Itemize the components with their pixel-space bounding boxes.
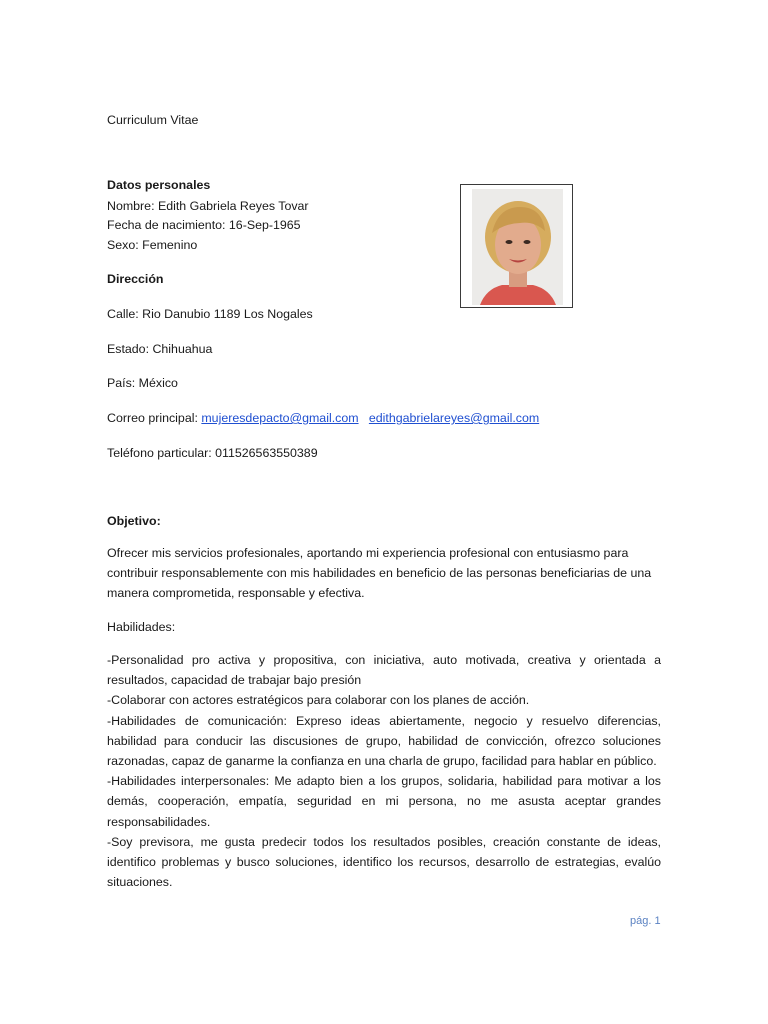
skill-item: -Personalidad pro activa y propositiva, con iniciativa, auto motivada, creativa y orientada a resultados, capacidad de trabajar bajo presión	[107, 653, 661, 688]
phone: Teléfono particular: 011526563550389	[107, 446, 318, 460]
doc-title: Curriculum Vitae	[107, 113, 199, 127]
skill-item: -Habilidades de comunicación: Expreso ideas abiertamente, negocio y resuelvo diferencias, habilidad para conducir las discusiones de grupo, habilidad de convicción, ofrezco soluciones razonadas, capaz de ganarme la confianza en una charla de grupo, facilidad para hablar en público.	[107, 713, 661, 769]
profile-photo	[472, 189, 563, 305]
email-row	[107, 409, 539, 427]
email-link-primary[interactable]: mujeresdepacto@gmail.com	[201, 411, 359, 425]
objective-heading: Objetivo:	[107, 514, 161, 528]
personal-heading: Datos personales	[107, 178, 211, 192]
address-street: Calle: Rio Danubio 1189 Los Nogales	[107, 307, 313, 321]
personal-birth: Fecha de nacimiento: 16-Sep-1965	[107, 218, 301, 232]
email-link-secondary[interactable]: edithgabrielareyes@gmail.com	[368, 411, 540, 425]
skill-item: -Habilidades interpersonales: Me adapto bien a los grupos, solidaria, habilidad para motivar a los demás, cooperación, empatía, seguridad en mi persona, no me asusta aceptar grandes responsabilidades.	[107, 774, 661, 829]
skills-heading: Habilidades:	[107, 620, 176, 634]
personal-name: Nombre: Edith Gabriela Reyes Tovar	[107, 199, 309, 213]
profile-photo-frame	[460, 184, 573, 308]
skill-item: -Colaborar con actores estratégicos para colaborar con los planes de acción.	[107, 693, 530, 708]
address-heading: Dirección	[107, 272, 164, 286]
objective-text: Ofrecer mis servicios profesionales, aportando mi experiencia profesional con entusiasmo para contribuir responsablemente con mis habilidades en beneficio de las personas beneficiarias de una manera comprometida, responsable y efectiva.	[107, 546, 652, 601]
skill-item: -Soy previsora, me gusta predecir todos los resultados posibles, creación constante de ideas, identifico problemas y busco soluciones, identifico los recursos, desarrollo de estrategias, evalúo situaciones.	[107, 834, 661, 890]
skills-list	[107, 650, 661, 892]
email-label: Correo principal:	[107, 411, 202, 425]
personal-sex: Sexo: Femenino	[107, 238, 198, 252]
page-number: pág. 1	[630, 915, 661, 927]
address-state: Estado: Chihuahua	[107, 342, 213, 356]
portrait-illustration	[472, 189, 563, 305]
address-country: País: México	[107, 376, 178, 390]
